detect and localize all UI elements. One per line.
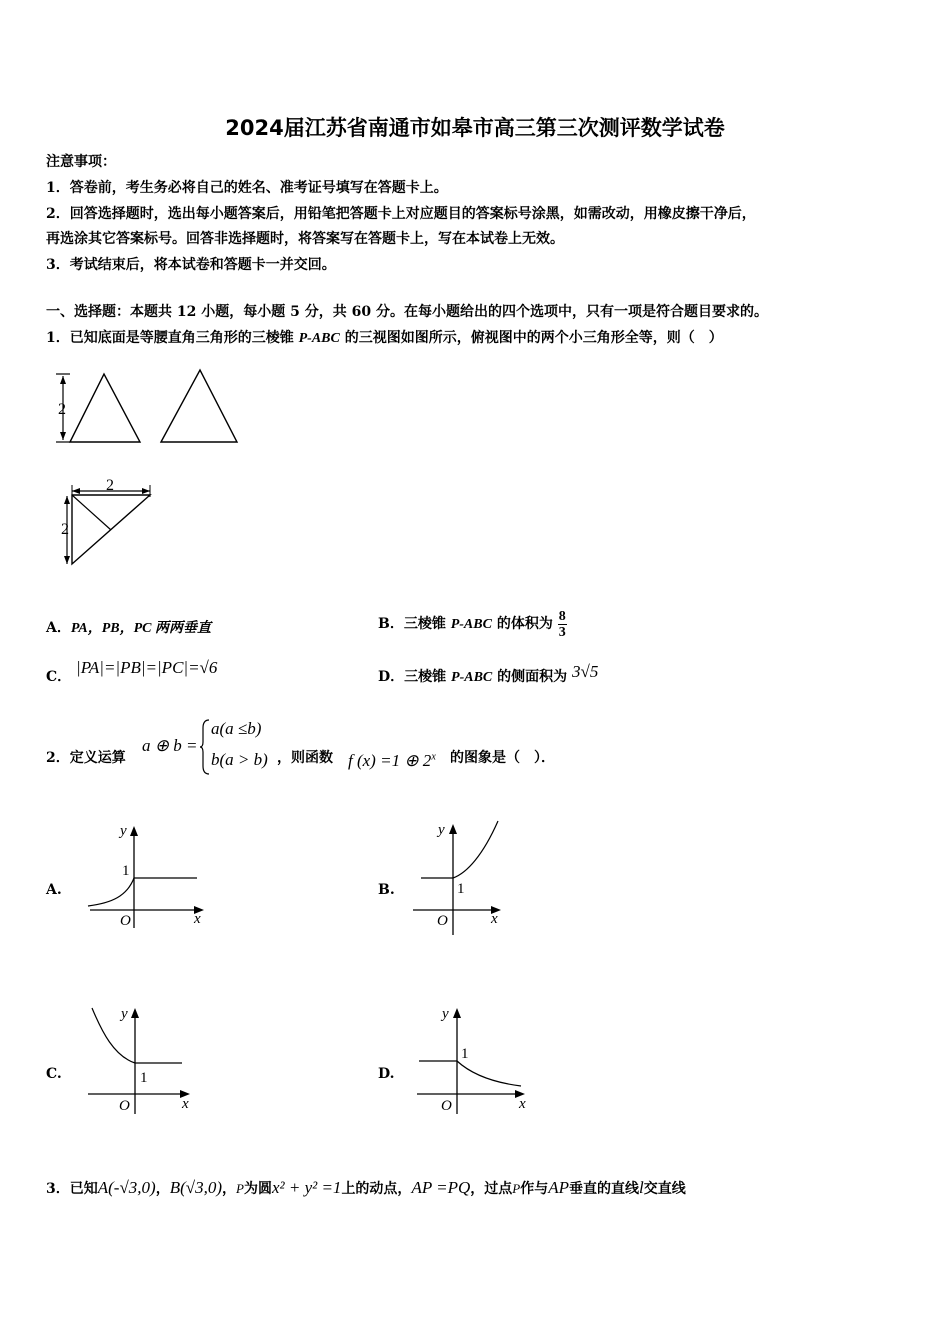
- option-a[interactable]: A．PA，PB，PC 两两垂直: [46, 620, 212, 636]
- option-c[interactable]: C． |PA|=|PB|=|PC|=√6: [46, 658, 218, 685]
- origin-label: O: [441, 1098, 452, 1114]
- value-label: 1: [457, 881, 465, 897]
- left-brace: [199, 718, 211, 776]
- notice-heading: 注意事项：: [46, 154, 116, 170]
- front-side-views: [50, 362, 250, 452]
- axis-label: x: [194, 911, 201, 927]
- axis-label: x: [519, 1096, 526, 1112]
- graph-option-a-label[interactable]: A.: [46, 882, 62, 898]
- question-2-suffix: 的图象是（ ）．: [450, 750, 555, 766]
- graph-b[interactable]: [405, 815, 515, 937]
- axis-label: x: [182, 1096, 189, 1112]
- value-label: 1: [140, 1070, 148, 1086]
- dimension-label: 2: [61, 521, 69, 538]
- graph-option-c-label[interactable]: C.: [46, 1066, 62, 1082]
- origin-label: O: [437, 913, 448, 929]
- section-heading: 一、选择题：本题共 12 小题，每小题 5 分，共 60 分。在每小题给出的四个选项中，只有一项是符合题目要求的。: [46, 304, 768, 320]
- top-view: [52, 475, 162, 570]
- graph-c[interactable]: [82, 1002, 202, 1117]
- function-expression: f (x) =1 ⊕ 2$^x$: [348, 751, 436, 770]
- graph-d[interactable]: [405, 1002, 535, 1117]
- case-2: b(a > b): [211, 750, 268, 769]
- question-2-mid: ，则函数: [277, 750, 333, 766]
- option-d[interactable]: D．三棱锥 P-ABC 的侧面积为 3√5: [378, 662, 599, 685]
- question-3-stem: 3．已知A(-√3,0)，B(√3,0)，P为圆x² + y² =1上的动点，AP =PQ，过点P作与AP垂直的直线l交直线: [46, 1178, 686, 1197]
- axis-label: y: [442, 1006, 449, 1022]
- side-view-triangle: [161, 370, 237, 442]
- question-1-stem: 1．已知底面是等腰直角三角形的三棱锥 P-ABC 的三视图如图所示，俯视图中的两个小三角形全等，则（ ）: [46, 330, 723, 346]
- axis-label: y: [120, 823, 127, 839]
- graph-option-b-label[interactable]: B.: [378, 882, 395, 898]
- notice-item: 3．考试结束后，将本试卷和答题卡一并交回。: [46, 257, 336, 273]
- axis-label: y: [121, 1006, 128, 1022]
- origin-label: O: [120, 913, 131, 929]
- operation-definition: a ⊕ b =: [142, 736, 198, 755]
- notice-item: 2．回答选择题时，选出每小题答案后，用铅笔把答题卡上对应题目的答案标号涂黑，如需改动，用橡皮擦干净后，: [46, 206, 756, 222]
- front-view-triangle: [70, 374, 140, 442]
- value-label: 1: [461, 1046, 469, 1062]
- dimension-label: 2: [106, 477, 114, 494]
- option-b[interactable]: B．三棱锥 P-ABC 的体积为 $\frac{8}{3}$: [378, 608, 566, 640]
- origin-label: O: [119, 1098, 130, 1114]
- fraction: $\frac{8}{3}$: [558, 608, 566, 640]
- graph-a[interactable]: [82, 820, 212, 930]
- notice-item: 再选涂其它答案标号。回答非选择题时，将答案写在答题卡上，写在本试卷上无效。: [46, 231, 564, 247]
- graph-option-d-label[interactable]: D.: [378, 1066, 395, 1082]
- case-1: a(a ≤b): [211, 719, 262, 738]
- axis-label: x: [491, 911, 498, 927]
- page-title: 2024届江苏省南通市如皋市高三第三次测评数学试卷: [225, 116, 725, 140]
- dimension-label: 2: [58, 401, 66, 418]
- value-label: 1: [122, 863, 130, 879]
- notice-item: 1．答卷前，考生务必将自己的姓名、准考证号填写在答题卡上。: [46, 180, 448, 196]
- question-2-prefix: 2．定义运算: [46, 750, 126, 766]
- axis-label: y: [438, 822, 445, 838]
